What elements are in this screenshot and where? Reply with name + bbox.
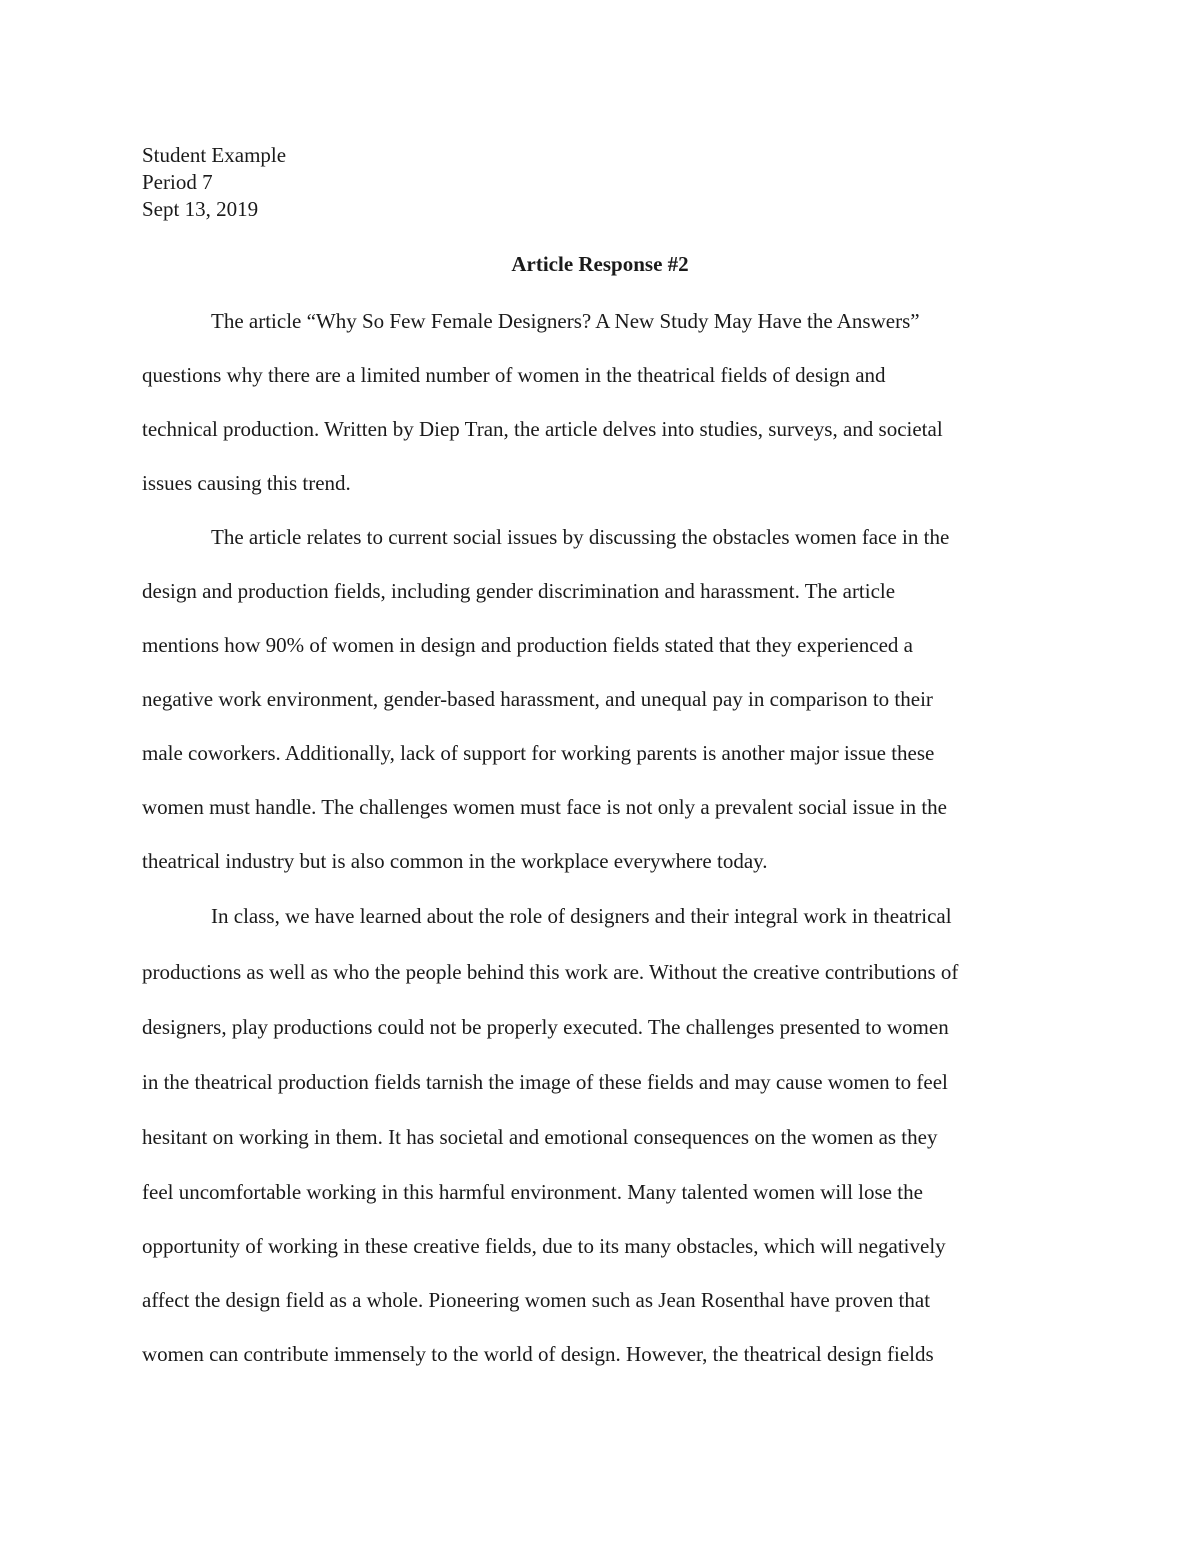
text-line: in the theatrical production fields tarnish the image of these fields and may cause women to feel <box>142 1070 948 1094</box>
document-title: Article Response #2 <box>511 252 689 276</box>
text-line: theatrical industry but is also common in the workplace everywhere today. <box>142 849 768 873</box>
text-line: designers, play productions could not be properly executed. The challenges presented to women <box>142 1015 949 1039</box>
text-line: design and production fields, including gender discrimination and harassment. The article <box>142 579 896 603</box>
text-line: productions as well as who the people behind this work are. Without the creative contributions of <box>142 960 959 984</box>
text-line: feel uncomfortable working in this harmful environment. Many talented women will lose the <box>142 1180 923 1204</box>
student-name: Student Example <box>142 143 287 167</box>
text-line: women must handle. The challenges women must face is not only a prevalent social issue in the <box>142 795 947 819</box>
class-period: Period 7 <box>142 170 213 194</box>
text-line: hesitant on working in them. It has societal and emotional consequences on the women as they <box>142 1125 938 1149</box>
text-line: questions why there are a limited number of women in the theatrical fields of design and <box>142 363 886 387</box>
text-line: The article “Why So Few Female Designers? A New Study May Have the Answers” <box>211 309 920 333</box>
header-block <box>142 142 286 223</box>
text-line: affect the design field as a whole. Pioneering women such as Jean Rosenthal have proven that <box>142 1288 931 1312</box>
text-line: In class, we have learned about the role of designers and their integral work in theatrical <box>211 904 952 928</box>
text-line: male coworkers. Additionally, lack of support for working parents is another major issue these <box>142 741 935 765</box>
text-line: negative work environment, gender-based harassment, and unequal pay in comparison to their <box>142 687 933 711</box>
text-line: mentions how 90% of women in design and production fields stated that they experienced a <box>142 633 913 657</box>
text-line: technical production. Written by Diep Tran, the article delves into studies, surveys, and societal <box>142 417 943 441</box>
document-date: Sept 13, 2019 <box>142 197 259 221</box>
text-line: issues causing this trend. <box>142 471 351 495</box>
text-line: The article relates to current social issues by discussing the obstacles women face in the <box>211 525 950 549</box>
text-line: women can contribute immensely to the world of design. However, the theatrical design fields <box>142 1342 934 1366</box>
text-line: opportunity of working in these creative fields, due to its many obstacles, which will negatively <box>142 1234 946 1258</box>
